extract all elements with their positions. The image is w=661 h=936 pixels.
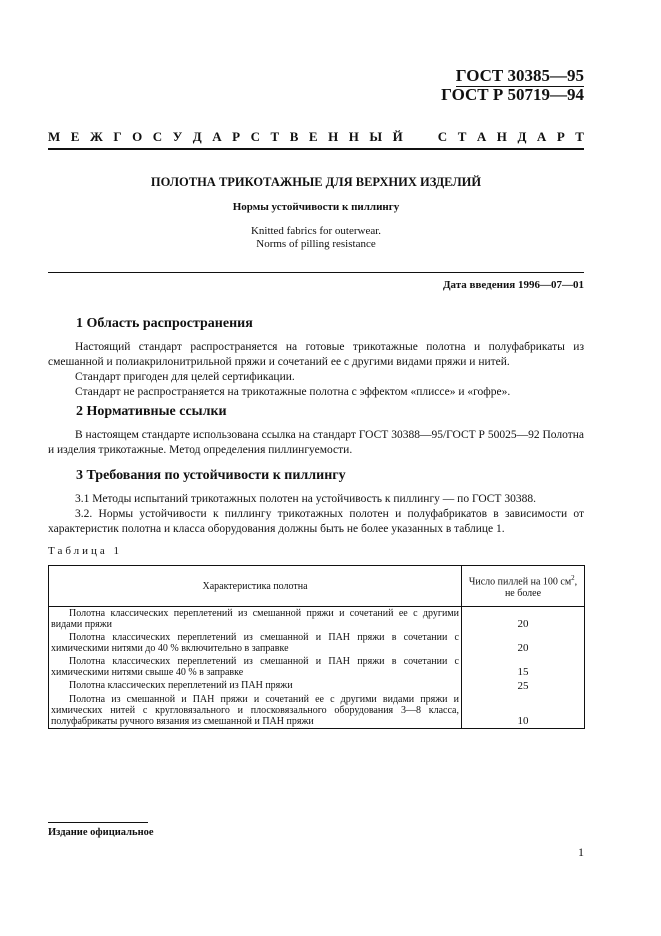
standard-type-letter: Т <box>270 129 280 144</box>
section-3-heading <box>76 468 346 484</box>
standard-type-letter: Р <box>556 129 565 144</box>
standard-type-letter: Т <box>457 129 467 144</box>
pilling-norms-table <box>48 565 585 729</box>
english-title-line-2: Norms of pilling resistance <box>256 238 376 250</box>
footer-divider <box>48 822 148 823</box>
row-characteristic: Полотна классических переплетений из смешанной и ПАН пряжи в сочетании с химическими нитями до 40 % включительно в заправке <box>49 631 462 655</box>
pill-count-header-sup: 2 <box>571 573 575 582</box>
header-divider <box>48 148 584 150</box>
edition-label: Издание официальное <box>48 827 154 838</box>
table-row <box>49 693 585 729</box>
section-2-heading-text: 2 Нормативные ссылки <box>76 404 227 419</box>
section-3-paragraph-1: 3.1 Методы испытаний трикотажных полотен на устойчивость к пиллингу — по ГОСТ 30388. <box>75 493 536 505</box>
row-characteristic: Полотна классических переплетений из смешанной пряжи и сочетаний ее с другими видами пряжи <box>49 607 462 632</box>
standard-type-letter: У <box>172 129 183 144</box>
standard-type-letter: С <box>152 129 163 144</box>
standard-type-letter: А <box>536 129 547 144</box>
section-3-heading-text: 3 Требования по устойчивости к пиллингу <box>76 468 346 483</box>
standard-type-letter: А <box>476 129 487 144</box>
pill-count-header-b: , не более <box>504 576 578 600</box>
standard-type-letter: Е <box>70 129 80 144</box>
gost-code-primary: ГОСТ 30385—95 <box>455 66 584 85</box>
table-row <box>49 655 585 679</box>
section-1-paragraph-2: Стандарт пригоден для целей сертификации. <box>75 371 295 383</box>
row-pill-count: 20 <box>462 631 585 655</box>
column-header-pill-count <box>462 566 585 607</box>
pill-count-header-a: Число пиллей на 100 см <box>468 576 572 588</box>
section-3-body <box>48 492 584 537</box>
document-subtitle: Нормы устойчивости к пиллингу <box>232 201 400 213</box>
section-1-paragraph-1: Настоящий стандарт распространяется на готовые трикотажные полотна и полуфабрикаты из смешанной и полиакрилонитрильной пряжи и сочетаний ее с другими видами пряжи и нитей. <box>48 341 584 368</box>
effective-date: Дата введения 1996—07—01 <box>442 279 584 291</box>
standard-type-letter: Й <box>392 129 403 144</box>
standard-type-letter: О <box>132 129 143 144</box>
standard-type-letter: С <box>437 129 448 144</box>
page-number: 1 <box>578 845 584 859</box>
row-pill-count: 15 <box>462 655 585 679</box>
standard-type-letter: Н <box>328 129 339 144</box>
column-header-characteristic: Характеристика полотна <box>49 566 462 607</box>
standard-type-letter: Т <box>575 129 584 144</box>
english-title <box>48 225 584 251</box>
standard-type-letter <box>413 129 427 145</box>
row-pill-count: 20 <box>462 607 585 632</box>
section-1-paragraph-3: Стандарт не распространяется на трикотажные полотна с эффектом «плиссе» и «гофре». <box>75 386 511 398</box>
standard-type-heading <box>48 129 584 145</box>
gost-code-secondary: ГОСТ Р 50719—94 <box>441 85 584 104</box>
standard-type-letter: А <box>212 129 222 144</box>
row-pill-count: 25 <box>462 679 585 693</box>
section-2-body <box>48 428 584 458</box>
section-1-heading <box>76 316 253 332</box>
row-characteristic: Полотна из смешанной и ПАН пряжи и сочетаний ее с другими видами пряжи и химических нитей с кругловязального и плосковязального оборудования 3—8 класса, полуфабрикаты ручного вязания из смешанной и ПАН пряжи <box>49 693 462 729</box>
section-3-paragraph-2: 3.2. Нормы устойчивости к пиллингу трикотажных полотен и полуфабрикатов в зависимости от характеристик полотна и класса оборудования должны быть не более указанных в таблице 1. <box>48 508 584 535</box>
standard-type-letter: Н <box>348 129 359 144</box>
standard-type-letter: Ы <box>369 129 383 144</box>
english-title-line-1: Knitted fabrics for outerwear. <box>250 225 382 237</box>
table-header-row <box>49 566 585 607</box>
document-title: ПОЛОТНА ТРИКОТАЖНЫЕ ДЛЯ ВЕРХНИХ ИЗДЕЛИЙ <box>150 175 482 189</box>
row-characteristic: Полотна классических переплетений из смешанной и ПАН пряжи в сочетании с химическими нитями свыше 40 % в заправке <box>49 655 462 679</box>
section-2-heading <box>76 404 227 420</box>
standard-type-letter: Н <box>496 129 507 144</box>
table-body <box>49 607 585 729</box>
row-pill-count: 10 <box>462 693 585 729</box>
table-row <box>49 631 585 655</box>
standard-type-letter: В <box>289 129 299 144</box>
standard-type-letter: М <box>48 129 61 144</box>
standard-type-letter: Е <box>308 129 318 144</box>
table-row <box>49 607 585 632</box>
standard-type-letter: С <box>250 129 260 144</box>
standard-type-letter: Д <box>517 129 527 144</box>
row-characteristic: Полотна классических переплетений из ПАН пряжи <box>49 679 462 693</box>
section-1-heading-text: 1 Область распространения <box>76 316 253 331</box>
standard-type-letter: Р <box>232 129 241 144</box>
title-divider <box>48 272 584 273</box>
section-2-paragraph-1: В настоящем стандарте использована ссылка на стандарт ГОСТ 30388—95/ГОСТ Р 50025—92 Полотна и изделия трикотажные. Метод определения пиллингуемости. <box>48 429 584 456</box>
standard-type-letter: Ж <box>89 129 103 144</box>
standard-type-letter: Г <box>113 129 122 144</box>
table-row <box>49 679 585 693</box>
table-caption: Таблица 1 <box>48 545 123 557</box>
section-1-body <box>48 340 584 400</box>
standard-type-letter: Д <box>192 129 202 144</box>
